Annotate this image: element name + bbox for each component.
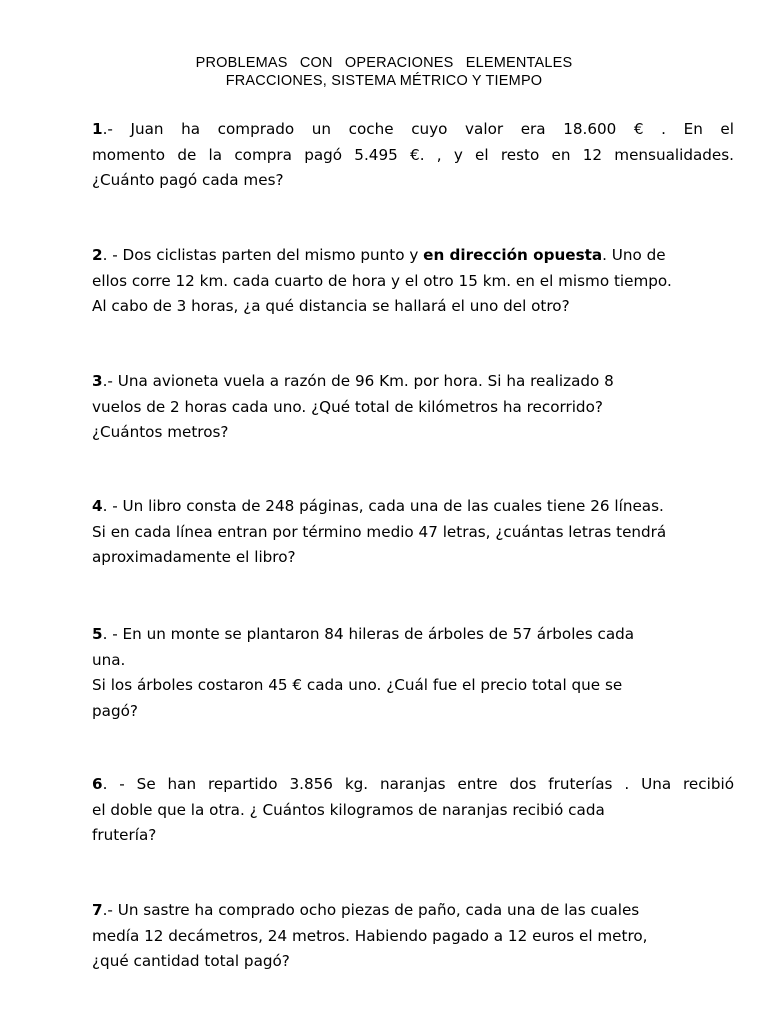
problem-line: aproximadamente el libro? [92,548,296,566]
document-header [0,54,768,90]
problem-text: . - Dos ciclistas parten del mismo punto y [102,246,424,264]
problem-line: una. [92,650,126,669]
problem-line: Si en cada línea entran por término medio 47 letras, ¿cuántas letras tendrá [92,522,667,541]
problem-text: .- Una avioneta vuela a razón de 96 Km. por hora. Si ha realizado 8 [102,372,614,390]
problem-text: . - Un libro consta de 248 páginas, cada una de las cuales tiene 26 líneas. [102,497,664,515]
problem-number: 1 [92,120,103,138]
problem-line: el doble que la otra. ¿ Cuántos kilogramos de naranjas recibió cada [92,800,605,819]
problem-line: pagó? [92,701,138,720]
problem-line: ellos corre 12 km. cada cuarto de hora y el otro 15 km. en el mismo tiempo. [92,271,672,290]
problem-line: ¿Cuántos metros? [92,423,229,441]
problem-line [92,243,734,269]
emphasized-text: en dirección opuesta [423,246,603,264]
problem-2 [92,243,734,320]
header-title-line-1: PROBLEMAS CON OPERACIONES ELEMENTALES [195,55,573,71]
problem-line: frutería? [92,826,157,844]
problem-text: . - Se han repartido 3.856 kg. naranjas entre dos fruterías . Una recibió [102,775,734,793]
problem-number: 5 [92,625,103,643]
problem-text: .- Juan ha comprado un coche cuyo valor era 18.600 € . En el [102,120,734,138]
problem-line: medía 12 decámetros, 24 metros. Habiendo pagado a 12 euros el metro, [92,926,648,945]
problem-text: .- Un sastre ha comprado ocho piezas de paño, cada una de las cuales [102,901,640,919]
problem-line [92,772,734,798]
header-title-line-2: FRACCIONES, SISTEMA MÉTRICO Y TIEMPO [225,73,543,89]
problem-text: . Uno de [602,246,666,264]
problem-line [92,494,734,520]
problem-text: . - En un monte se plantaron 84 hileras de árboles de 57 árboles cada [102,625,635,643]
problem-6 [92,772,734,849]
problem-line [92,898,734,924]
problem-3 [92,369,734,446]
problem-line [92,369,734,395]
problem-line [92,622,734,648]
problem-number: 6 [92,775,103,793]
problem-7 [92,898,734,975]
problem-line: ¿qué cantidad total pagó? [92,952,290,970]
problem-number: 4 [92,497,103,515]
problem-number: 2 [92,246,103,264]
problem-1 [92,117,734,194]
problem-5 [92,622,734,724]
problem-number: 3 [92,372,103,390]
problem-number: 7 [92,901,103,919]
problem-4 [92,494,734,571]
problem-line [92,117,734,143]
problem-line: ¿Cuánto pagó cada mes? [92,171,284,189]
problem-line: Al cabo de 3 horas, ¿a qué distancia se hallará el uno del otro? [92,297,570,315]
problem-line: Si los árboles costaron 45 € cada uno. ¿Cuál fue el precio total que se [92,676,623,694]
problem-line: vuelos de 2 horas cada uno. ¿Qué total de kilómetros ha recorrido? [92,397,603,416]
problem-line: momento de la compra pagó 5.495 €. , y el resto en 12 mensualidades. [92,145,734,164]
